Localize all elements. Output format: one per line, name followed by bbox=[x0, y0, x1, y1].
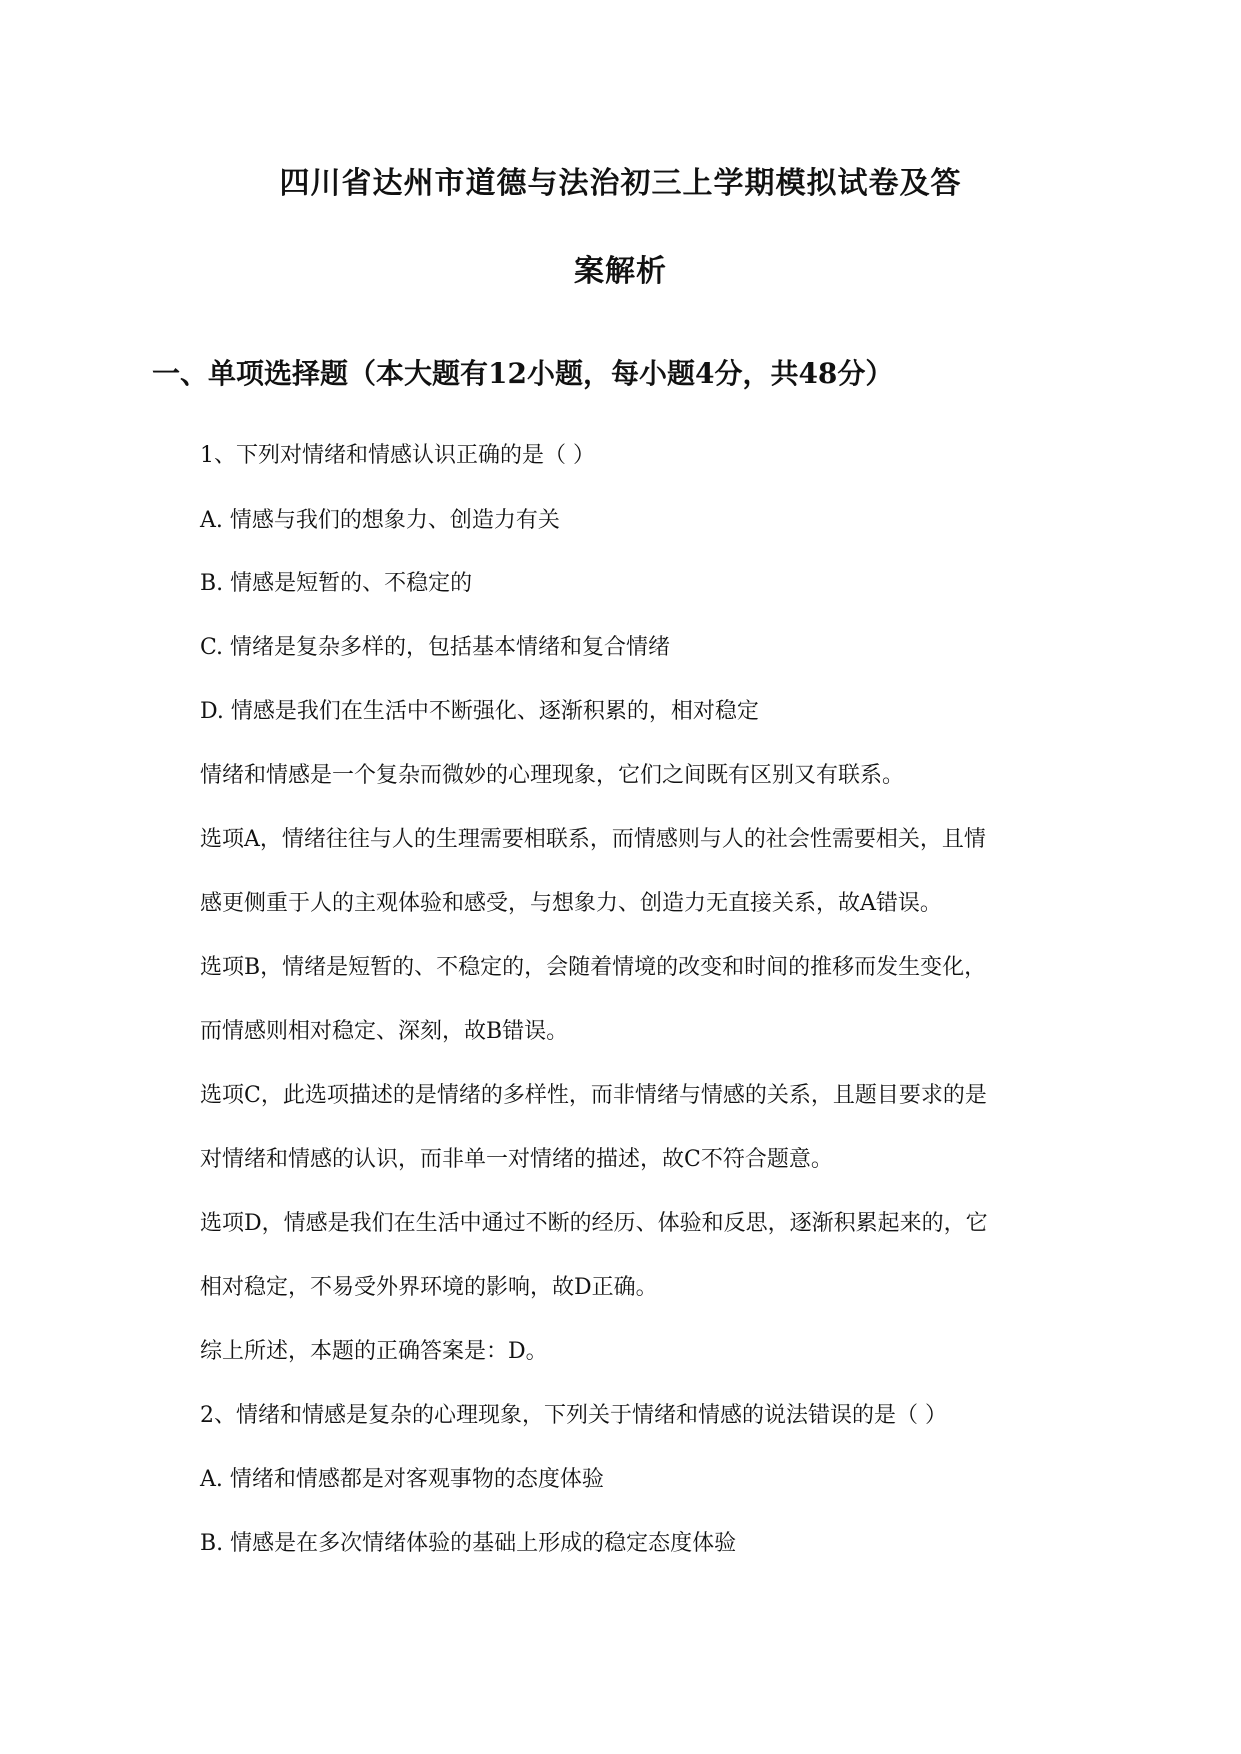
answer-summary: 综上所述，本题的正确答案是：D。 bbox=[200, 1339, 548, 1364]
analysis-line: 选项C，此选项描述的是情绪的多样性，而非情绪与情感的关系，且题目要求的是 bbox=[200, 1083, 987, 1108]
analysis-line: 选项B，情绪是短暂的、不稳定的，会随着情境的改变和时间的推移而发生变化， bbox=[200, 955, 987, 980]
question-2-option-b: B. 情感是在多次情绪体验的基础上形成的稳定态度体验 bbox=[200, 1531, 737, 1556]
document-title-line-2: 案解析 bbox=[574, 254, 667, 289]
question-1-stem: 1、下列对情绪和情感认识正确的是（ ） bbox=[200, 443, 595, 468]
question-1-option-c: C. 情绪是复杂多样的，包括基本情绪和复合情绪 bbox=[200, 635, 671, 660]
analysis-line: 感更侧重于人的主观体验和感受，与想象力、创造力无直接关系，故A错误。 bbox=[200, 891, 942, 916]
question-2-stem: 2、情绪和情感是复杂的心理现象，下列关于情绪和情感的说法错误的是（ ） bbox=[200, 1403, 947, 1428]
document-title-line-1: 四川省达州市道德与法治初三上学期模拟试卷及答 bbox=[279, 166, 962, 201]
analysis-line: 选项A，情绪往往与人的生理需要相联系，而情感则与人的社会性需要相关，且情 bbox=[200, 827, 986, 852]
analysis-line: 相对稳定，不易受外界环境的影响，故D正确。 bbox=[200, 1275, 658, 1300]
analysis-line: 而情感则相对稳定、深刻，故B错误。 bbox=[200, 1019, 569, 1044]
analysis-line: 选项D，情感是我们在生活中通过不断的经历、体验和反思，逐渐积累起来的，它 bbox=[200, 1211, 988, 1236]
analysis-line: 对情绪和情感的认识，而非单一对情绪的描述，故C不符合题意。 bbox=[200, 1147, 833, 1172]
question-2-option-a: A. 情绪和情感都是对客观事物的态度体验 bbox=[200, 1467, 604, 1492]
analysis-line: 情绪和情感是一个复杂而微妙的心理现象，它们之间既有区别又有联系。 bbox=[200, 763, 905, 788]
question-1-option-a: A. 情感与我们的想象力、创造力有关 bbox=[200, 508, 560, 533]
question-1-option-d: D. 情感是我们在生活中不断强化、逐渐积累的，相对稳定 bbox=[200, 699, 759, 724]
section-heading: 一、单项选择题（本大题有12小题，每小题4分，共48分） bbox=[152, 357, 894, 390]
question-1-option-b: B. 情感是短暂的、不稳定的 bbox=[200, 571, 473, 596]
